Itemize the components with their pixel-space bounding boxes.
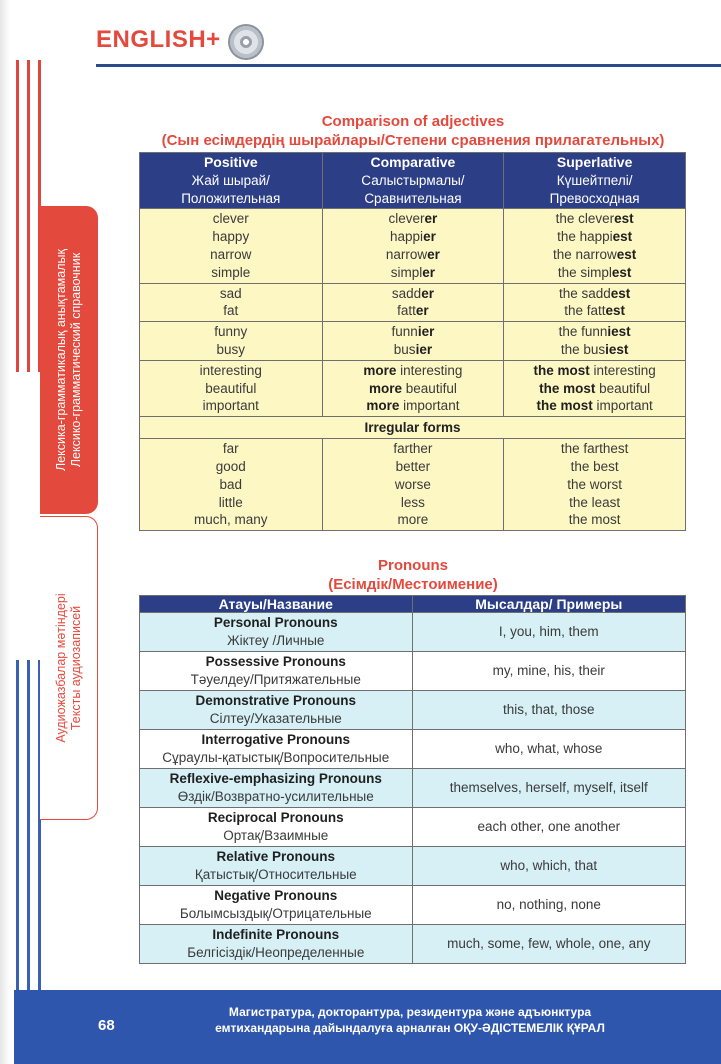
side-tab-grammar-line2: Лексико-грамматический справочник [69, 252, 83, 468]
pronoun-type-translation: Тәуелдеу/Притяжательные [190, 672, 361, 687]
comparative-word [325, 380, 502, 398]
comparative-word: more [397, 512, 429, 528]
pronoun-row [140, 652, 686, 691]
superlative-word: the best [570, 458, 619, 474]
header-superlative [504, 153, 686, 209]
superlative-word [506, 341, 683, 359]
blue-stripes [14, 660, 42, 1000]
adjectives-title: Comparison of adjectives [321, 113, 505, 130]
pronouns-title: Pronouns [378, 557, 448, 574]
pronoun-type-name: Indefinite Pronouns [212, 927, 340, 943]
word-rest: important [399, 398, 460, 414]
pronoun-type-name: Personal Pronouns [213, 615, 338, 631]
superlative-word: the worst [567, 476, 623, 492]
pronoun-examples: I, you, him, them [412, 613, 685, 652]
adjective-group-row [140, 283, 686, 322]
header-examples: Мысалдар/ Примеры [412, 596, 685, 613]
header-superlative-kz: Күшейтпелі/ [556, 172, 633, 188]
footer-line1: Магистратура, докторантура, резидентура және адъюнктура [228, 1005, 592, 1019]
word-stem: narrow [385, 246, 428, 262]
pronoun-type-cell [140, 847, 413, 886]
word-ending: est [610, 285, 631, 301]
word-ending: er [421, 285, 434, 301]
superlative-word [506, 397, 683, 415]
footer-line2: емтихандарына дайындалуға арналған ОҚУ-ӘДІСТЕМЕЛІК ҚҰРАЛ [215, 1021, 605, 1035]
positive-word: fat [223, 303, 239, 319]
word-stem: the bus [560, 341, 606, 357]
side-tab-grammar[interactable] [40, 206, 98, 514]
word-ending: the most [539, 380, 596, 396]
pronoun-type-name: Relative Pronouns [216, 849, 336, 865]
positive-word: sad [219, 285, 242, 301]
header-positive-ru: Положительная [181, 190, 281, 206]
superlative-word [506, 264, 683, 282]
comparative-word: worse [394, 476, 431, 492]
word-rest: interesting [589, 362, 656, 378]
positive-word: funny [214, 324, 248, 340]
positive-cell [140, 322, 323, 361]
adjective-group-row [140, 322, 686, 361]
superlative-word [506, 228, 683, 246]
word-ending: iest [605, 341, 629, 357]
superlative-word: the farthest [560, 441, 629, 457]
superlative-cell [504, 360, 686, 416]
superlative-word [506, 302, 683, 320]
adjectives-table [139, 152, 686, 531]
word-rest: interesting [396, 362, 463, 378]
positive-word: important [202, 398, 259, 414]
word-ending: ier [417, 324, 435, 340]
pronoun-type-name: Demonstrative Pronouns [195, 693, 357, 709]
pronoun-type-cell [140, 613, 413, 652]
pronoun-row [140, 613, 686, 652]
header-positive-kz: Жай шырай/ [191, 172, 270, 188]
comparative-word [325, 246, 502, 264]
side-tab-audio[interactable] [40, 516, 98, 820]
comparative-word [325, 210, 502, 228]
superlative-cell [504, 322, 686, 361]
pronoun-row [140, 847, 686, 886]
pronoun-type-cell [140, 730, 413, 769]
irregular-sup-cell [504, 439, 686, 531]
pronoun-examples: no, nothing, none [412, 886, 685, 925]
superlative-word [506, 285, 683, 303]
adjectives-header-row [140, 153, 686, 209]
positive-word: narrow [210, 246, 252, 262]
adjective-group-row [140, 209, 686, 283]
word-stem: the narrow [552, 246, 617, 262]
pronoun-type-translation: Сілтеу/Указательные [209, 711, 342, 726]
positive-word: little [218, 494, 243, 510]
pronoun-row [140, 925, 686, 964]
positive-word: much, many [194, 512, 268, 528]
positive-word: happy [212, 229, 250, 245]
pronoun-examples: each other, one another [412, 808, 685, 847]
header-superlative-en: Superlative [556, 154, 633, 170]
word-ending: iest [607, 324, 631, 340]
superlative-word [506, 380, 683, 398]
irregular-forms-row [140, 439, 686, 531]
pronoun-type-cell [140, 886, 413, 925]
header-superlative-ru: Превосходная [549, 190, 640, 206]
word-stem: fatt [397, 303, 416, 319]
comparative-word [325, 397, 502, 415]
superlative-cell [504, 209, 686, 283]
side-tab-grammar-label [54, 249, 84, 471]
pronoun-type-name: Reflexive-emphasizing Pronouns [169, 771, 382, 787]
word-ending: est [614, 211, 634, 227]
word-stem: funn [391, 324, 418, 340]
pronouns-body [140, 613, 686, 964]
positive-word: interesting [199, 362, 262, 378]
pronoun-type-translation: Жіктеу /Личные [227, 633, 325, 648]
pronoun-type-name: Negative Pronouns [214, 888, 338, 904]
pronoun-type-name: Interrogative Pronouns [201, 732, 351, 748]
word-ending: ier [415, 341, 433, 357]
word-ending: more [363, 362, 397, 378]
word-ending: est [616, 246, 637, 262]
superlative-word [506, 362, 683, 380]
pronoun-examples: this, that, those [412, 691, 685, 730]
adjective-group-row [140, 360, 686, 416]
comparative-word: better [395, 458, 431, 474]
positive-word: simple [211, 264, 251, 280]
header-comparative-ru: Сравнительная [364, 190, 462, 206]
superlative-word [506, 323, 683, 341]
pronoun-type-cell [140, 925, 413, 964]
positive-cell [140, 283, 323, 322]
irregular-pos-cell [140, 439, 323, 531]
header-name: Атауы/Название [140, 596, 413, 613]
header-comparative [322, 153, 504, 209]
pronoun-examples: who, which, that [412, 847, 685, 886]
pronouns-subtitle: (Есімдік/Местоимение) [328, 576, 498, 593]
comparative-word [325, 362, 502, 380]
comparative-word [325, 285, 502, 303]
header-positive-en: Positive [203, 154, 258, 170]
comparative-cell [322, 322, 504, 361]
word-stem: the happi [557, 229, 613, 245]
superlative-cell [504, 283, 686, 322]
comparative-word [325, 341, 502, 359]
book-spine-shadow [0, 0, 10, 1064]
comparative-cell [322, 283, 504, 322]
pronoun-row [140, 886, 686, 925]
pronouns-table [139, 595, 686, 964]
word-ending: er [423, 229, 436, 245]
header-rule [96, 64, 721, 67]
word-stem: the funn [558, 324, 608, 340]
comparative-cell [322, 360, 504, 416]
comparative-word [325, 323, 502, 341]
word-ending: more [369, 380, 403, 396]
pronoun-row [140, 691, 686, 730]
superlative-word [506, 246, 683, 264]
word-ending: est [612, 229, 633, 245]
irregular-comp-cell [322, 439, 504, 531]
word-stem: happi [390, 229, 424, 245]
comparative-word [325, 264, 502, 282]
positive-word: beautiful [205, 380, 257, 396]
pronoun-type-name: Possessive Pronouns [205, 654, 346, 670]
positive-cell [140, 360, 323, 416]
word-ending: the most [536, 398, 593, 414]
pronoun-examples: much, some, few, whole, one, any [412, 925, 685, 964]
side-tab-grammar-line1: Лексика-грамматикалық анықтамалық [54, 249, 68, 471]
positive-word: good [215, 458, 246, 474]
word-ending: more [366, 398, 400, 414]
pronoun-type-cell [140, 769, 413, 808]
word-stem: the simpl [557, 264, 612, 280]
cd-disc-icon [228, 24, 264, 60]
word-ending: er [415, 303, 429, 319]
pronoun-type-name: Reciprocal Pronouns [207, 810, 344, 826]
pronoun-examples: themselves, herself, myself, itself [412, 769, 685, 808]
positive-word: busy [216, 341, 246, 357]
comparative-word [325, 228, 502, 246]
irregular-label-row [140, 417, 686, 439]
english-plus-logo: ENGLISH+ [96, 26, 221, 53]
pronoun-examples: who, what, whose [412, 730, 685, 769]
side-tab-audio-label [54, 593, 84, 742]
comparative-cell [322, 209, 504, 283]
positive-word: bad [219, 476, 243, 492]
red-stripes [14, 60, 42, 372]
adjectives-body [140, 209, 686, 531]
positive-cell [140, 209, 323, 283]
word-ending: est [605, 303, 626, 319]
pronoun-type-cell [140, 808, 413, 847]
footer-text [150, 1004, 670, 1036]
word-stem: simpl [390, 264, 423, 280]
pronouns-header-row [140, 596, 686, 613]
pronoun-type-translation: Ортақ/Взаимные [223, 828, 329, 843]
pronoun-type-translation: Белгісіздік/Неопределенные [187, 945, 365, 960]
side-tab-audio-line2: Тексты аудиозаписей [68, 605, 83, 731]
pronoun-row [140, 808, 686, 847]
irregular-forms-label: Irregular forms [140, 417, 686, 439]
word-stem: the fatt [564, 303, 606, 319]
comparative-word: farther [393, 441, 433, 457]
word-ending: er [427, 246, 440, 262]
header-comparative-kz: Салыстырмалы/ [361, 172, 465, 188]
word-rest: important [592, 398, 653, 414]
word-stem: sadd [391, 285, 422, 301]
pronoun-type-translation: Қатыстық/Относительные [194, 867, 357, 882]
word-stem: bus [393, 341, 416, 357]
comparative-word [325, 302, 502, 320]
pronoun-examples: my, mine, his, their [412, 652, 685, 691]
positive-word: far [222, 441, 239, 457]
pronoun-type-translation: Өздік/Возвратно-усилительные [177, 789, 374, 804]
side-tab-audio-line1: Аудиожазбалар мәтіндері [53, 593, 68, 743]
superlative-word: the most [568, 512, 621, 528]
word-ending: er [424, 211, 438, 227]
header-positive [140, 153, 323, 209]
adjectives-subtitle: (Сын есімдердің шырайлары/Степени сравнения прилагательных) [161, 132, 665, 149]
pronoun-row [140, 769, 686, 808]
word-rest: beautiful [402, 380, 457, 396]
pronoun-type-cell [140, 652, 413, 691]
superlative-word [506, 210, 683, 228]
comparative-word: less [400, 494, 425, 510]
word-stem: clever [388, 211, 425, 227]
word-stem: the sadd [558, 285, 611, 301]
positive-word: clever [212, 211, 249, 227]
header-comparative-en: Comparative [370, 154, 456, 170]
word-stem: the clever [555, 211, 615, 227]
pronoun-type-translation: Сұраулы-қатыстық/Вопросительные [162, 750, 390, 765]
word-ending: er [422, 264, 436, 280]
word-ending: est [611, 264, 632, 280]
superlative-word: the least [569, 494, 621, 510]
pronoun-row [140, 730, 686, 769]
page-number: 68 [98, 1017, 115, 1034]
pronoun-type-translation: Болымсыздық/Отрицательные [179, 906, 372, 921]
word-rest: beautiful [595, 380, 651, 396]
word-ending: the most [533, 362, 590, 378]
pronoun-type-cell [140, 691, 413, 730]
